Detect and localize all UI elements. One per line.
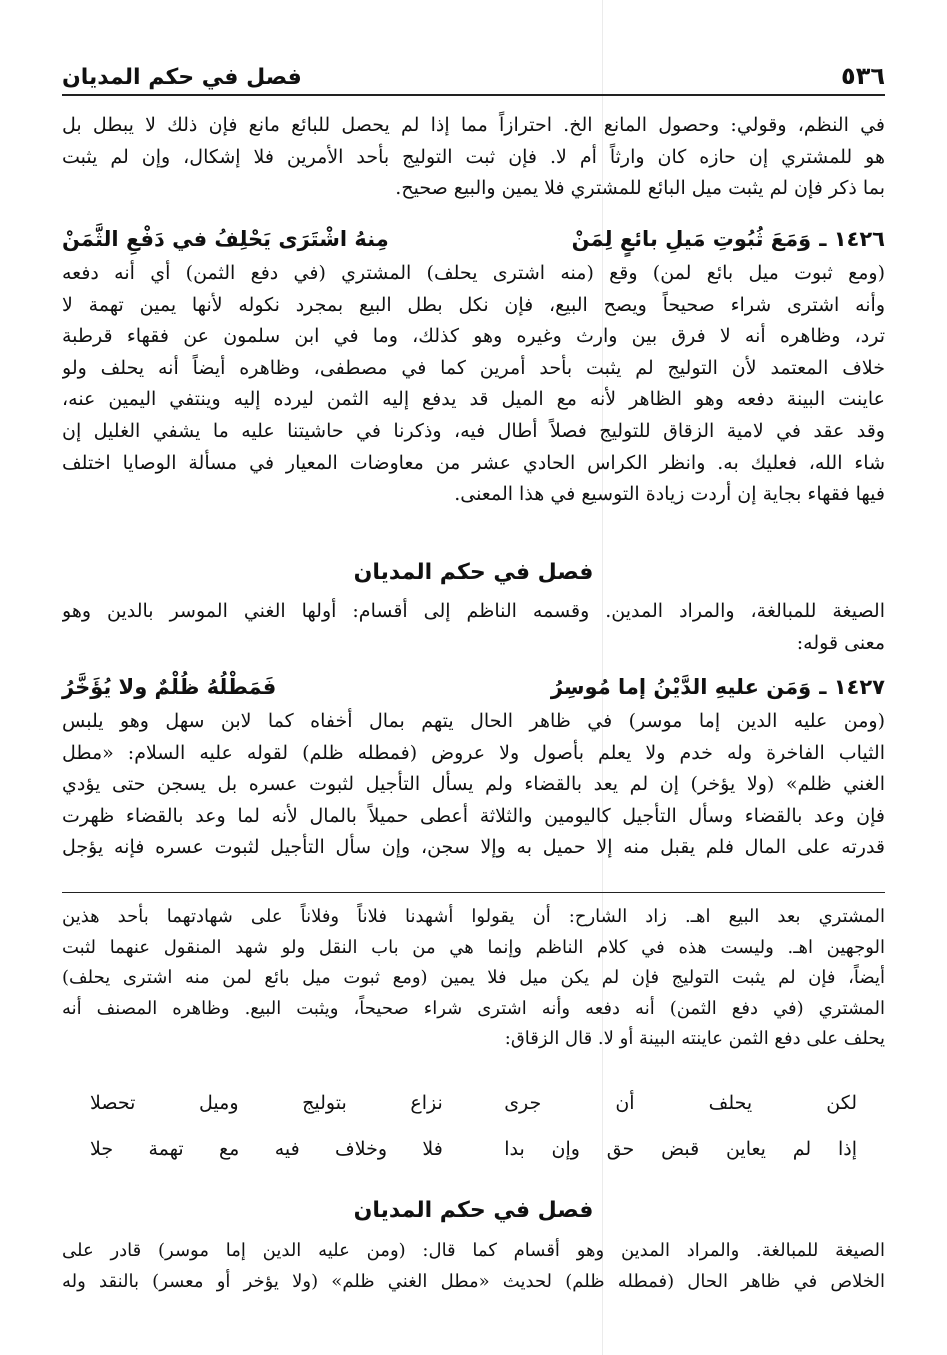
- poem-right-hemistich: لكن يحلف أن جرى: [504, 1092, 857, 1114]
- text-line: المشتري (في دفع الثمن) أنه دفعه وأنه اشترى شراء صحيحاً، ويثبت البيع. وظاهره المصنف أنه: [62, 997, 885, 1019]
- poem-line: [90, 1138, 857, 1172]
- text-line: يحلف على دفع الثمن عاينته البينة أو لا. قال الزقاق:: [504, 1028, 885, 1049]
- poem-line: [90, 1092, 857, 1126]
- intro-paragraph: [62, 110, 885, 205]
- text-line: الغني ظلم» (ولا يؤخر) إن لم يعد بالقضاء ولم يسأل التأجيل لثبوت عسره بل يسجن حتى يؤدي: [62, 773, 885, 796]
- text-line: أيضاً، فإن لم يثبت التوليج فإن لم يكن ميل فلا يمين (ومع ثبوت ميل بائع لمن منه اشترى يحلف): [62, 967, 885, 988]
- section-title: فصل في حكم المديان: [353, 560, 594, 585]
- text-line: بما ذكر فإن لم يثبت ميل البائع للمشتري فلا يمين والبيع صحيح.: [395, 177, 885, 200]
- poem-left-hemistich: فلا وخلاف فيه مع تهمة جلا: [90, 1138, 443, 1160]
- footnote-paragraph: [62, 902, 885, 1055]
- text-line: شاء الله، فعليك به. وانظر الكراس الحادي عشر من معاوضات المعيار في مسألة الوصايا اختلف: [62, 451, 885, 474]
- text-line: الخلاص في ظاهر الحال (فمطله ظلم) لحديث «مطل الغني ظلم» (ولا يؤخر أو معسر) بالنقد وله: [62, 1270, 885, 1292]
- text-line: في النظم، وقولي: وحصول المانع الخ. احترازاً مما إذا لم يحصل للبائع مانع فإن ذلك لا يبطل بل: [62, 114, 885, 136]
- header-rule: [62, 94, 885, 96]
- text-line: الوجهين اهـ. وليست هذه في كلام الناظم وإنما هي من باب النقل ولو شهد المنقول عنهما لثبت: [62, 936, 885, 958]
- text-line: خلاف المعتمد لأن التوليج لم يثبت بأحد أمرين كما في مصطفى، وظاهره أيضاً أنه يحلف ولو: [62, 356, 885, 379]
- text-line: قدرته على المال فلم يقبل منه إلا حميل به وإلا سجن، وإن سأل التأجيل لثبوت عسره فإنه يؤجل: [62, 836, 885, 859]
- text-line: المشتري بعد البيع اهـ. زاد الشارح: أن يقولوا أشهدنا فلاناً وفلاناً على شهادتهما بأحد هذين: [62, 906, 885, 927]
- footnote-separator: [62, 892, 885, 893]
- verse-first-hemistich: وَمَن عليهِ الدَّيْنُ إما مُوسِرُ: [550, 675, 812, 699]
- verse-second-hemistich: فَمَطْلُهُ ظُلْمٌ ولا يُؤَخَّرُ: [62, 675, 277, 699]
- text-line: معنى قوله:: [796, 631, 885, 654]
- commentary-1426: [62, 258, 885, 511]
- verse-number: ١٤٢٦ ـ: [819, 227, 885, 251]
- footnote-section-title: فصل في حكم المديان: [353, 1198, 594, 1223]
- poem-right-hemistich: إذا لم يعاين قبض حق وإن بدا: [504, 1138, 857, 1160]
- verse-1426: [62, 222, 885, 256]
- text-line: فإن وعد بالقضاء وسأل التأجيل كاليومين والثلاثة أعطى حميلاً بالمال لأنه لما وعد بالقضاء ظهرت: [62, 804, 885, 827]
- verse-number: ١٤٢٧ ـ: [819, 675, 885, 699]
- text-line: الصيغة للمبالغة. والمراد المدين وهو أقسام كما قال: (ومن عليه الدين إما موسر) قادر على: [62, 1240, 885, 1261]
- running-title: فصل في حكم المديان: [62, 65, 302, 90]
- footnote-section-text: [62, 1236, 885, 1297]
- verse-second-hemistich: مِنهُ اشْتَرَى يَحْلِفُ في دَفْعِ الثَّمَنْ: [62, 227, 389, 251]
- poem-left-hemistich: نزاع بتوليج وميل تحصلا: [90, 1092, 443, 1114]
- verse-first-hemistich: وَمَعَ ثُبُوتِ مَيلِ بائعٍ لِمَنْ: [571, 227, 812, 251]
- text-line: (ومع ثبوت ميل بائع لمن) وقع (منه اشترى يحلف) المشتري (في دفع الثمن) أي أنه دفعه: [62, 262, 885, 284]
- text-line: وقد عقد في لامية الزقاق للتوليج فصلاً أطال فيه، وذكرنا في حاشيتنا عليه ما يشفي الغليل إن: [62, 419, 885, 442]
- page-number: ٥٣٦: [841, 62, 885, 90]
- page-header: [62, 48, 885, 90]
- text-line: (ومن عليه الدين إما موسر) في ظاهر الحال يتهم بمال أخفاه كما لابن سهل وهو يلبس: [62, 710, 885, 732]
- text-line: فيها فقهاء بجاية إن أردت زيادة التوسيع في هذا المعنى.: [454, 483, 885, 506]
- text-line: الصيغة للمبالغة، والمراد المدين. وقسمه الناظم إلى أقسام: أولها الغني الموسر بالدين وهو: [62, 600, 885, 622]
- text-line: الثياب الفاخرة وله خدم ولا يعلم بأصول ولا عروض (فمطله ظلم) لقوله عليه السلام: «مطل: [62, 741, 885, 764]
- verse-1427: [62, 670, 885, 704]
- section-intro: [62, 596, 885, 659]
- text-line: وأنه اشترى شراء صحيحاً ويصح البيع، فإن نكل بطل البيع بمجرد نكوله لأنها يمين تهمة لا: [62, 293, 885, 316]
- text-line: عاينت البينة دفعه وهو الظاهر لأنه مع الميل قد يدفع إليه الثمن ليرده إليه وينتفي اليمين عنه،: [62, 388, 885, 411]
- commentary-1427: [62, 706, 885, 864]
- text-line: ترد، وظاهره أنه لا فرق بين وارث وغيره وهو كذلك، وما في ابن سلمون عن فقهاء قرطبة: [62, 325, 885, 348]
- text-line: هو للمشتري إن حازه كان وارثاً أم لا. فإن ثبت التوليج بأحد الأمرين فلا إشكال، وإن لم يثبت: [62, 145, 885, 168]
